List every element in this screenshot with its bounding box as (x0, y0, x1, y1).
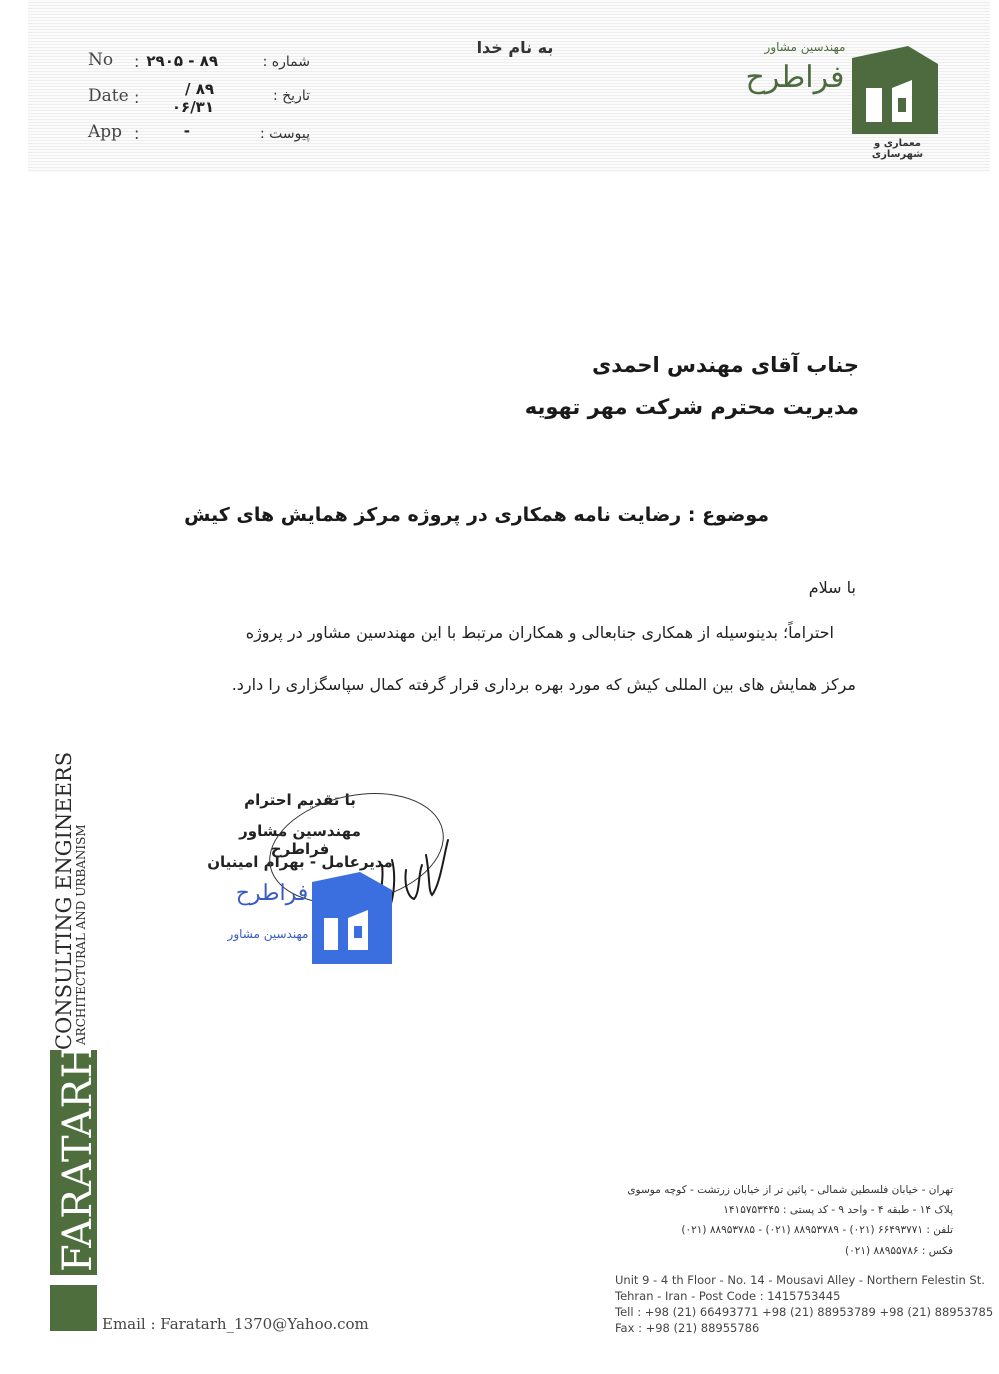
svg-text:مهندسین مشاور: مهندسین مشاور (227, 927, 309, 941)
bismillah: به نام خدا (476, 38, 554, 57)
logo-wordmark: فراطرح (745, 60, 845, 95)
date-colon: : (134, 88, 140, 107)
attachment-label-en: App (88, 122, 123, 142)
logo-tagline: معماری و شهرسازی (871, 138, 924, 160)
sidebar-company-name: FARATARH (55, 1043, 101, 1272)
addressee-name: جناب آقای مهندس احمدی (591, 353, 859, 377)
sidebar-title: CONSULTING ENGINEERS (52, 751, 76, 1050)
fax-fa: فکس : ۸۸۹۵۵۷۸۶ (۰۲۱) (844, 1245, 953, 1257)
address-en-line-2: Tehran - Iran - Post Code : 1415753445 (615, 1289, 841, 1303)
phone-en: Tell : +98 (21) 66493771 +98 (21) 88953789 +98 (21) 88953785 (615, 1305, 994, 1319)
company-stamp (220, 860, 400, 970)
sidebar-green-block (50, 1285, 97, 1331)
body-line-2: مرکز همایش های بین المللی کیش که مورد بهره برداری قرار گرفته کمال سپاسگزاری را دارد. (231, 675, 856, 694)
date-value: ۸۹ /۰۶/۳۱ (171, 80, 214, 116)
body-line-1: احتراماً؛ بدینوسیله از همکاری جنابعالی و همکاران مرتبط با این مهندسین مشاور در پروژه (245, 623, 834, 642)
addressee-title: مدیریت محترم شرکت مهر تهویه (524, 395, 859, 419)
svg-text:فراطرح: فراطرح (235, 881, 309, 906)
number-label-en: No (88, 50, 114, 70)
sidebar-subtitle: ARCHITECTURAL AND URBANISM (74, 824, 88, 1045)
greeting: با سلام (808, 578, 856, 597)
date-label-fa: تاریخ : (272, 88, 310, 104)
number-colon: : (134, 52, 140, 71)
number-label-fa: شماره : (262, 54, 310, 70)
date-label-en: Date (88, 86, 129, 106)
address-fa-line-1: تهران - خیابان فلسطین شمالی - پائین تر از خیابان زرتشت - کوچه موسوی (627, 1184, 953, 1196)
closing-phrase: با تقدیم احترام (244, 791, 356, 809)
phone-fa: تلفن : ۶۶۴۹۳۷۷۱ (۰۲۱) - ۸۸۹۵۳۷۸۹ (۰۲۱) - ۸۸۹۵۳۷۸۵ (۰۲۱) (681, 1224, 953, 1236)
address-en-line-1: Unit 9 - 4 th Floor - No. 14 - Mousavi Alley - Northern Felestin St. (615, 1273, 985, 1287)
attachment-colon: : (134, 124, 140, 143)
company-signature: مهندسین مشاور فراطرح (239, 822, 361, 858)
letter-subject: موضوع : رضایت نامه همکاری در پروژه مرکز همایش های کیش (184, 504, 769, 526)
logo-subtitle: مهندسین مشاور (764, 40, 846, 54)
signer-name: مدیرعامل - بهرام امینیان (207, 853, 393, 871)
attachment-value: - (183, 122, 190, 140)
address-fa-line-2: پلاک ۱۴ - طبقه ۴ - واحد ۹ - کد پستی : ۱۴۱۵۷۵۳۴۴۵ (723, 1204, 953, 1216)
number-value: ۸۹ - ۲۹۰۵ (146, 52, 218, 70)
attachment-label-fa: پیوست : (260, 126, 310, 142)
footer-email: Email : Faratarh_1370@Yahoo.com (102, 1315, 369, 1333)
fax-en: Fax : +98 (21) 88955786 (615, 1321, 760, 1335)
faratarh-logo-icon (848, 44, 940, 136)
